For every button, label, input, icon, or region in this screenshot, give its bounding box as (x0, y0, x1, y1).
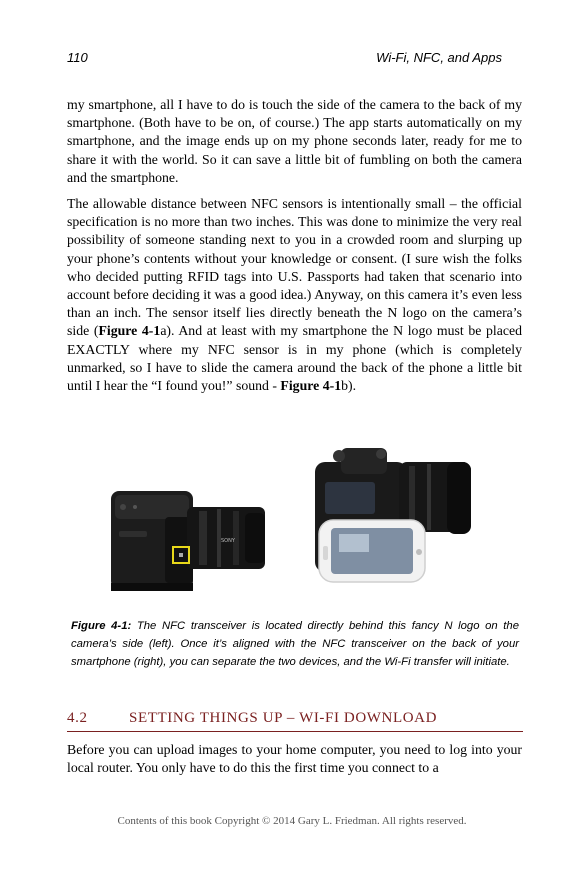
section-title: SETTING THINGS UP – WI-FI DOWNLOAD (129, 710, 438, 726)
running-header-title: Wi-Fi, NFC, and Apps (376, 50, 502, 65)
page-number: 110 (67, 50, 88, 65)
figure-caption (71, 617, 519, 671)
paragraph-2-part-a: The allowable distance between NFC sensors is intentionally small – the official specification is no more than two inches. This was done to minimize the very real possibility of someone standing next to you in a crowded room and slurping up your phone’s contents without your knowledge or consent. (I sure wish the folks who decided putting RFID tags into U.S. Passports had taken that scenario into account before deciding it was a good idea.) Anyway, on this camera it’s even less than an inch. The sensor itself lies directly beneath the N logo on the camera’s side ( (67, 196, 522, 339)
section-paragraph: Before you can upload images to your home computer, you need to log into your local router. You only have to do this the first time you connect to a (67, 742, 522, 776)
camera-and-smartphone-photo (301, 442, 476, 597)
camera-side-photo (105, 487, 270, 597)
section-heading (67, 710, 523, 732)
paragraph-2-part-b: a). And at least with my smartphone the N logo must be placed EXACTLY where my NFC sensor is in my phone (which is completely unmarked, so I have to slide the camera around the back of the phone a little bit until I hear the “I found you!” sound - (67, 323, 522, 394)
section-number: 4.2 (67, 710, 88, 726)
figure-reference-a: Figure 4-1 (98, 323, 161, 339)
figure-reference-b: Figure 4-1 (280, 378, 342, 394)
figure-caption-label: Figure 4-1: (71, 620, 132, 632)
paragraph-2-part-c: b). (341, 378, 357, 394)
figure-caption-text: The NFC transceiver is located directly behind this fancy N logo on the camera’s side (left). Once it’s aligned with the NFC transceiver on the back of your smartphone (right), you can separate the two devices, and the Wi-Fi transfer will initiate. (71, 620, 519, 668)
paragraph-2 (67, 195, 522, 395)
body-text (67, 96, 522, 403)
copyright-footer: Contents of this book Copyright © 2014 Gary L. Friedman. All rights reserved. (117, 815, 467, 827)
paragraph-1: my smartphone, all I have to do is touch the side of the camera to the back of my smartphone. (Both have to be on, of course.) The app starts automatically on my smartphone, and the image ends up on my phone seconds later, ready for me to share it with the world. So it can save a little bit of fumbling on both the camera and the smartphone. (67, 97, 522, 185)
svg-text:SONY: SONY (221, 538, 235, 544)
